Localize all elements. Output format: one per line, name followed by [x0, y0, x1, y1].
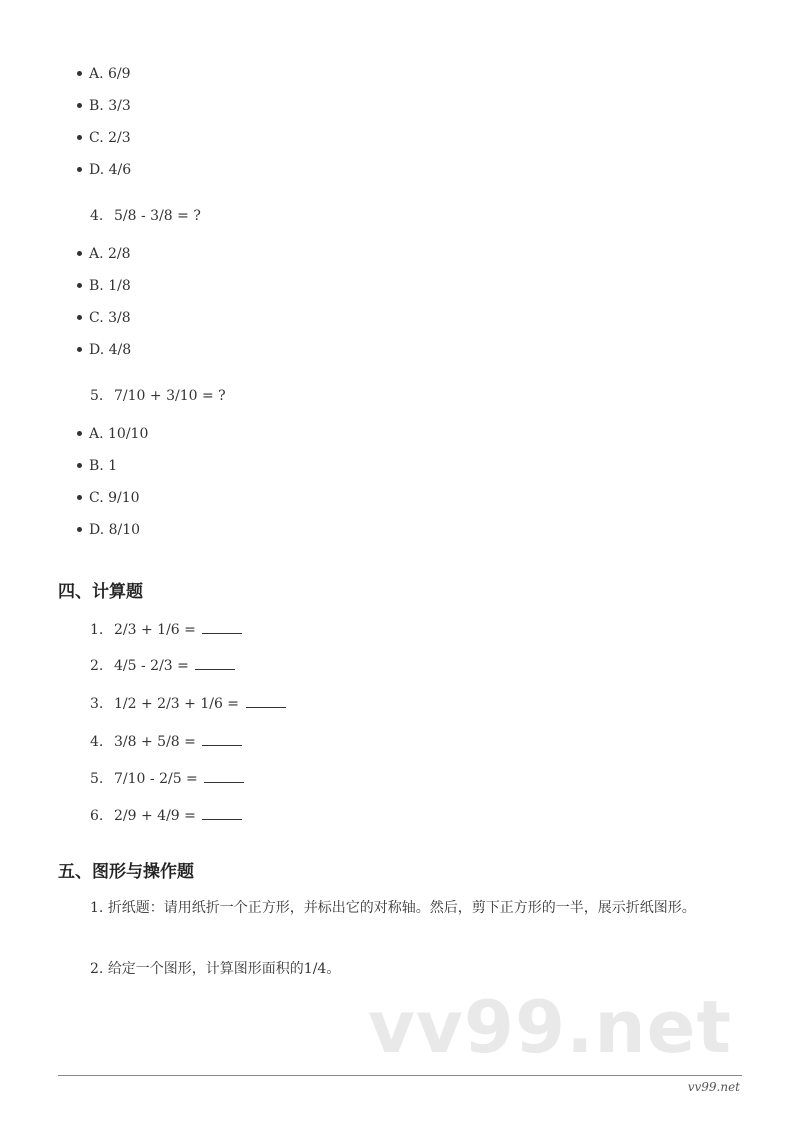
- bullet-dot: [77, 71, 82, 76]
- answer-blank: [195, 668, 235, 670]
- calc-item: 6. 2/9 + 4/9 =: [90, 806, 242, 826]
- bullet-dot: [77, 463, 82, 468]
- section-heading-geometry: 五、图形与操作题: [58, 862, 194, 882]
- calc-item: 2. 4/5 - 2/3 =: [90, 656, 235, 676]
- calc-item: 1. 2/3 + 1/6 =: [90, 620, 242, 640]
- bullet-dot: [77, 251, 82, 256]
- geometry-item: 1. 折纸题：请用纸折一个正方形，并标出它的对称轴。然后，剪下正方形的一半，展示折纸图形。: [90, 900, 696, 916]
- bullet-dot: [77, 103, 82, 108]
- question-5: 5. 7/10 + 3/10 = ?: [90, 388, 226, 404]
- section-heading-calculation: 四、计算题: [58, 582, 143, 602]
- answer-blank: [246, 706, 286, 708]
- calc-item: 3. 1/2 + 2/3 + 1/6 =: [90, 694, 286, 714]
- bullet-dot: [77, 283, 82, 288]
- answer-blank: [204, 781, 244, 783]
- calc-item: 4. 3/8 + 5/8 =: [90, 732, 242, 752]
- watermark: vv99.net: [368, 985, 732, 1069]
- answer-blank: [202, 744, 242, 746]
- footer-divider: [58, 1075, 742, 1076]
- bullet-dot: [77, 347, 82, 352]
- calc-item: 5. 7/10 - 2/5 =: [90, 769, 244, 789]
- bullet-dot: [77, 495, 82, 500]
- bullet-dot: [77, 167, 82, 172]
- answer-blank: [202, 632, 242, 634]
- bullet-dot: [77, 315, 82, 320]
- answer-blank: [202, 818, 242, 820]
- geometry-item: 2. 给定一个图形，计算图形面积的1/4。: [90, 961, 341, 977]
- bullet-dot: [77, 431, 82, 436]
- bullet-dot: [77, 527, 82, 532]
- bullet-dot: [77, 135, 82, 140]
- footer-site-name: vv99.net: [687, 1080, 740, 1094]
- question-4: 4. 5/8 - 3/8 = ?: [90, 208, 201, 224]
